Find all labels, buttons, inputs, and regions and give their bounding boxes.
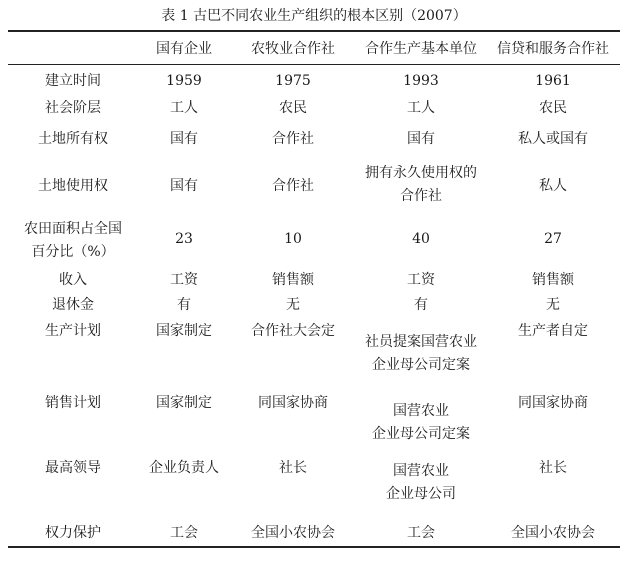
table-cell: 企业母公司定案	[372, 357, 470, 373]
column-header-ubpc: 合作生产基本单位	[365, 41, 477, 57]
table-cell: 工人	[407, 100, 435, 116]
table-cell: 企业母公司定案	[372, 426, 470, 442]
row-label: 社会阶层	[45, 100, 101, 116]
column-header-credit-coop: 信贷和服务合作社	[497, 41, 609, 57]
table-cell: 国有	[407, 131, 435, 147]
table-cell: 农民	[539, 100, 567, 116]
table-cell: 1961	[535, 73, 571, 89]
table-cell: 23	[175, 231, 193, 247]
row-label: 最高领导	[45, 460, 101, 476]
table-cell: 社长	[279, 460, 307, 476]
table-cell: 有	[414, 297, 428, 313]
table-bottom-rule	[8, 546, 620, 548]
table-cell: 合作社	[272, 178, 314, 194]
table-cell: 拥有永久使用权的	[365, 165, 477, 181]
row-label: 土地所有权	[38, 131, 108, 147]
row-label: 权力保护	[45, 525, 101, 541]
column-header-state-enterprise: 国有企业	[156, 41, 212, 57]
row-label: 收入	[59, 272, 87, 288]
table-cell: 合作社	[272, 131, 314, 147]
table-cell: 无	[546, 297, 560, 313]
table-caption: 表 1 古巴不同农业生产组织的根本区别（2007）	[161, 8, 467, 24]
row-label: 生产计划	[45, 323, 101, 339]
table-cell: 生产者自定	[518, 323, 588, 339]
table-cell: 企业负责人	[149, 460, 219, 476]
row-label: 百分比（%）	[31, 244, 115, 260]
table-cell: 工人	[170, 100, 198, 116]
row-label: 农田面积占全国	[24, 221, 122, 237]
table-cell: 同国家协商	[518, 395, 588, 411]
table-cell: 销售额	[532, 272, 574, 288]
table-top-rule	[8, 30, 620, 32]
table-header-rule	[8, 64, 620, 65]
table-cell: 国家制定	[156, 395, 212, 411]
table-cell: 工资	[407, 272, 435, 288]
table-cell: 农民	[279, 100, 307, 116]
table-cell: 40	[412, 231, 430, 247]
table-cell: 国营农业	[393, 403, 449, 419]
row-label: 土地使用权	[38, 178, 108, 194]
table-cell: 国有	[170, 131, 198, 147]
table-cell: 国家制定	[156, 323, 212, 339]
table-cell: 合作社大会定	[251, 323, 335, 339]
table-cell: 1993	[403, 73, 439, 89]
table-cell: 1975	[275, 73, 311, 89]
table-cell: 企业母公司	[386, 486, 456, 502]
row-label: 建立时间	[45, 73, 101, 89]
table-cell: 10	[284, 231, 302, 247]
table-cell: 销售额	[272, 272, 314, 288]
table-cell: 同国家协商	[258, 395, 328, 411]
table-cell: 全国小农协会	[251, 525, 335, 541]
table-cell: 27	[544, 231, 562, 247]
column-header-agri-coop: 农牧业合作社	[251, 41, 335, 57]
table-cell: 工会	[407, 525, 435, 541]
table-cell: 有	[177, 297, 191, 313]
table-cell: 私人	[539, 178, 567, 194]
table-cell: 国营农业	[393, 463, 449, 479]
row-label: 退休金	[52, 297, 94, 313]
table-cell: 社长	[539, 460, 567, 476]
table-cell: 社员提案国营农业	[365, 334, 477, 350]
table-cell: 工会	[170, 525, 198, 541]
table-cell: 1959	[166, 73, 202, 89]
table-cell: 无	[286, 297, 300, 313]
table-cell: 工资	[170, 272, 198, 288]
table-cell: 合作社	[400, 188, 442, 204]
table-cell: 私人或国有	[518, 131, 588, 147]
row-label: 销售计划	[45, 395, 101, 411]
table-cell: 全国小农协会	[511, 525, 595, 541]
table-cell: 国有	[170, 178, 198, 194]
